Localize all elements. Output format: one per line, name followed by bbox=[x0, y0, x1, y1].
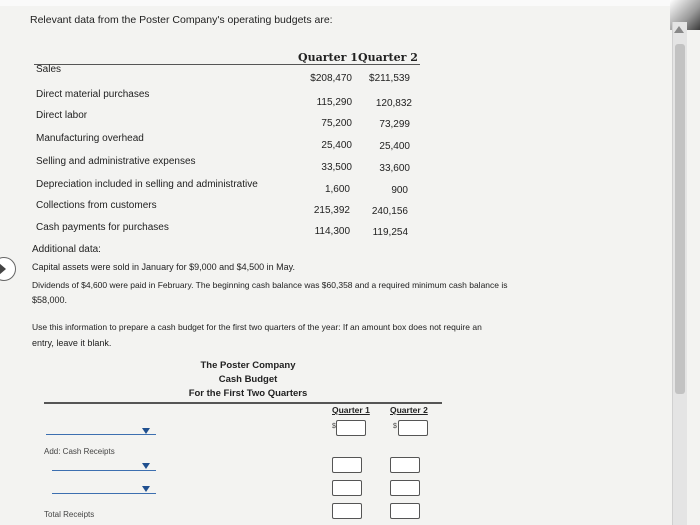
table-row-label: Sales bbox=[36, 64, 62, 75]
instructions-line-2: entry, leave it blank. bbox=[32, 338, 112, 348]
table-header-q2: Quarter 2 bbox=[358, 51, 418, 64]
dollar-sign: $ bbox=[393, 423, 397, 430]
additional-line-1: Capital assets were sold in January for $9,000 and $4,500 in May. bbox=[32, 262, 295, 272]
budget-title: Cash Budget bbox=[218, 374, 278, 385]
dollar-sign: $ bbox=[332, 423, 336, 430]
table-cell-q1: 25,400 bbox=[321, 140, 352, 151]
table-cell-q2: 33,600 bbox=[379, 163, 410, 174]
table-row-label: Direct labor bbox=[36, 110, 88, 121]
amount-input-q2[interactable] bbox=[390, 480, 420, 496]
table-cell-q1: 114,300 bbox=[314, 226, 350, 237]
intro-text: Relevant data from the Poster Company's operating budgets are: bbox=[30, 14, 333, 26]
additional-line-3: $58,000. bbox=[32, 295, 68, 305]
table-row-label: Depreciation included in selling and administrative bbox=[36, 179, 258, 190]
instructions-line-1: Use this information to prepare a cash budget for the first two quarters of the year: If an amount box does not require an bbox=[32, 322, 482, 332]
table-cell-q2: 73,299 bbox=[379, 119, 410, 130]
table-cell-q2: 120,832 bbox=[375, 98, 412, 109]
table-row-label: Manufacturing overhead bbox=[36, 133, 144, 144]
budget-company-name: The Poster Company bbox=[200, 360, 296, 371]
table-row-label: Selling and administrative expenses bbox=[36, 156, 196, 167]
budget-header-rule bbox=[44, 402, 442, 404]
table-header-q1: Quarter 1 bbox=[298, 51, 358, 64]
budget-col-q2: Quarter 2 bbox=[390, 405, 428, 415]
row-label-dropdown[interactable] bbox=[52, 470, 156, 471]
table-cell-q2: 240,156 bbox=[371, 206, 408, 217]
table-cell-q2: 900 bbox=[391, 185, 408, 196]
table-row-label: Direct material purchases bbox=[36, 89, 150, 100]
table-cell-q1: 115,290 bbox=[316, 97, 352, 108]
amount-input-q1[interactable] bbox=[336, 420, 366, 436]
scrollbar[interactable] bbox=[672, 22, 687, 525]
total-receipts-input-q1[interactable] bbox=[332, 503, 362, 519]
add-cash-receipts-label: Add: Cash Receipts bbox=[44, 447, 115, 456]
scroll-thumb[interactable] bbox=[675, 44, 685, 394]
table-cell-q1: 33,500 bbox=[321, 162, 352, 173]
additional-line-2: Dividends of $4,600 were paid in February. The beginning cash balance was $60,358 and a required minimum cash balance is bbox=[32, 280, 508, 290]
table-header-rule bbox=[34, 64, 420, 65]
amount-input-q2[interactable] bbox=[390, 457, 420, 473]
budget-period: For the First Two Quarters bbox=[188, 388, 308, 399]
scroll-up-icon[interactable] bbox=[674, 26, 684, 33]
amount-input-q1[interactable] bbox=[332, 457, 362, 473]
table-cell-q1: $208,470 bbox=[310, 73, 352, 84]
table-row-label: Cash payments for purchases bbox=[36, 222, 169, 233]
table-cell-q1: 75,200 bbox=[321, 118, 352, 129]
additional-heading: Additional data: bbox=[32, 244, 101, 255]
table-cell-q2: 25,400 bbox=[379, 141, 410, 152]
table-cell-q2: 119,254 bbox=[372, 227, 408, 238]
amount-input-q2[interactable] bbox=[398, 420, 428, 436]
chevron-down-icon[interactable] bbox=[142, 463, 150, 469]
content-panel bbox=[8, 0, 672, 525]
total-receipts-input-q2[interactable] bbox=[390, 503, 420, 519]
chevron-down-icon[interactable] bbox=[142, 486, 150, 492]
chevron-down-icon[interactable] bbox=[142, 428, 150, 434]
total-receipts-label: Total Receipts bbox=[44, 510, 95, 519]
table-cell-q2: $211,539 bbox=[369, 73, 410, 84]
table-row-label: Collections from customers bbox=[36, 200, 157, 211]
amount-input-q1[interactable] bbox=[332, 480, 362, 496]
row-label-dropdown[interactable] bbox=[46, 434, 156, 435]
table-cell-q1: 215,392 bbox=[313, 205, 350, 216]
budget-col-q1: Quarter 1 bbox=[332, 405, 370, 415]
table-cell-q1: 1,600 bbox=[324, 184, 350, 195]
row-label-dropdown[interactable] bbox=[52, 493, 156, 494]
